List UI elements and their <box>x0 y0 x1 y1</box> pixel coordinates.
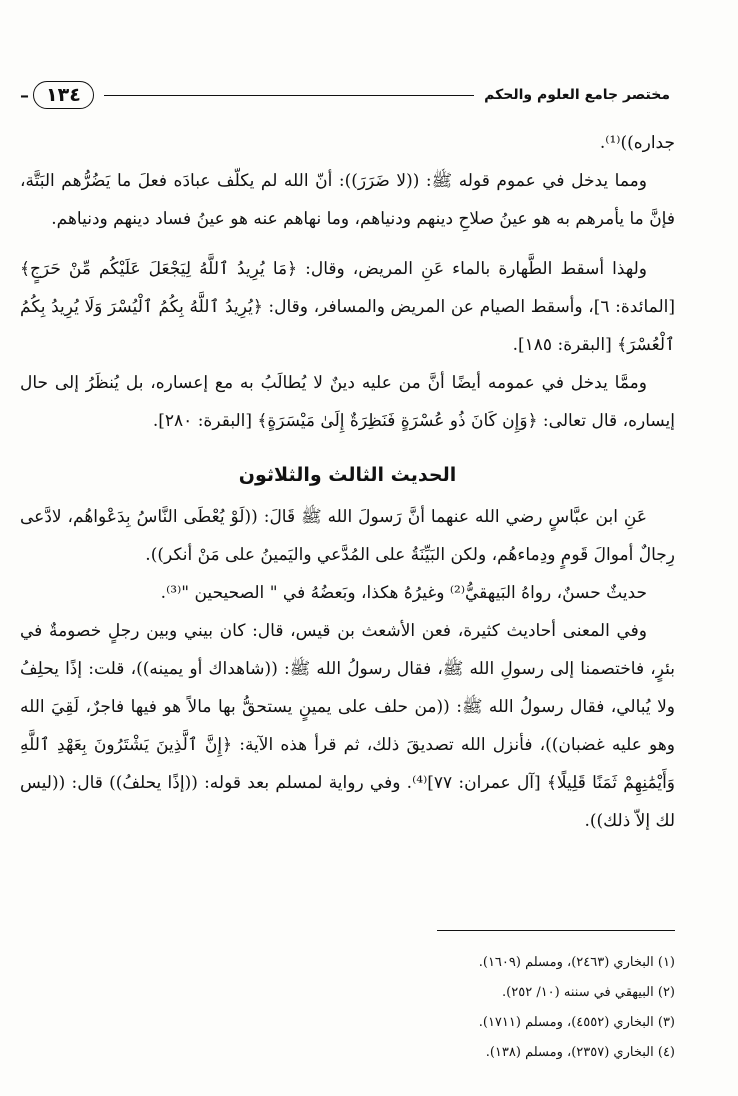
book-title: مختصر جامع العلوم والحكم <box>484 87 670 103</box>
footnote-rule <box>437 930 675 931</box>
page-number: ١٣٤ <box>33 81 94 109</box>
footnote-item: (١) البخاري (٢٤٦٣)، ومسلم (١٦٠٩). <box>478 955 675 970</box>
footnote-item: (٤) البخاري (٢٣٥٧)، ومسلم (١٣٨). <box>485 1045 675 1060</box>
paragraph-commentary: وفي المعنى أحاديث كثيرة، فعن الأشعث بن قيس، قال: كان بيني وبين رجلٍ خصومةٌ في بئرٍ، فاختصمنا إلى رسولِ الله ﷺ، فقال رسولُ الله ﷺ: ((شاهداك أو يمينه))، قلت: إذًا يحلِفُ ولا يُبالي، فقال رسولُ الله ﷺ: ((من حلف على يمينٍ يستحقُّ بها مالاً هو فيها فاجرٌ، لَقِيَ الله وهو عليه غضبان))، فأنزل الله تصديقَ ذلك، ثم قرأ هذه الآية: ﴿إِنَّ ٱلَّذِينَ يَشْتَرُونَ بِعَهْدِ ٱللَّهِ وَأَيْمَٰنِهِمْ ثَمَنًا قَلِيلًا﴾ [آل عمران: ٧٧]⁽⁴⁾. وفي رواية لمسلم بعد قوله: ((إذًا يحلفُ)) قال: ((ليس لك إلاّ ذلك)). <box>20 621 675 831</box>
footnote-item: (٢) البيهقي في سننه (١٠/ ٢٥٢). <box>502 985 675 1000</box>
footnote-item: (٣) البخاري (٤٥٥٢)، ومسلم (١٧١١). <box>478 1015 675 1030</box>
running-header <box>20 80 670 110</box>
header-rule <box>104 95 474 96</box>
page-number-group <box>20 81 94 109</box>
paragraph-debt: وممَّا يدخل في عمومه أيضًا أنَّ من عليه دينٌ لا يُطالَبُ به مع إعساره، بل يُنظَرُ إلى حال إيساره، قال تعالى: ﴿وَإِن كَانَ ذُو عُسْرَةٍ فَنَظِرَةٌ إِلَىٰ مَيْسَرَةٍ﴾ [البقرة: ٢٨٠]. <box>20 373 675 431</box>
footnotes <box>275 948 675 1068</box>
paragraph-no-harm: ومما يدخل في عموم قوله ﷺ: ((لا ضَرَرَ)): أنّ الله لم يكلّف عبادَه فعلَ ما يَضُرُّهم البَتَّة، فإنَّ ما يأمرهم به هو عينُ صلاحِ دينهم ودنياهم، وما نهاهم عنه هو عينُ فساد دينهم ودنياهم. <box>20 171 675 229</box>
paragraph-continuation: جداره))⁽¹⁾. <box>599 133 675 153</box>
paragraph-purification: ولهذا أسقط الطَّهارة بالماء عَنِ المريض، وقال: ﴿مَا يُرِيدُ ٱللَّهُ لِيَجْعَلَ عَلَيْكُم مِّنْ حَرَجٍ﴾ [المائدة: ٦]، وأسقط الصيام عن المريض والمسافر، وقال: ﴿يُرِيدُ ٱللَّهُ بِكُمُ ٱلْيُسْرَ وَلَا يُرِيدُ بِكُمُ ٱلْعُسْرَ﴾ [البقرة: ١٨٥]. <box>20 259 675 355</box>
header-dash: – <box>20 84 29 106</box>
hadith-text: عَنِ ابن عبَّاسٍ رضي الله عنهما أنَّ رَسولَ الله ﷺ قَالَ: ((لَوْ يُعْطَى النَّاسُ بِدَعْواهُم، لادَّعى رِجالٌ أموالَ قَومٍ ودِماءهُم، ولكن البَيِّنَةُ على المُدَّعي واليَمينُ على مَنْ أنكر)). <box>20 507 675 565</box>
hadith-grading: حديثٌ حسنٌ، رواهُ البَيهقيُّ⁽²⁾ وغيرُهُ هكذا، وبَعضُهُ في " الصحيحين "⁽³⁾. <box>160 583 647 603</box>
main-text <box>20 124 675 840</box>
section-heading: الحديث الثالث والثلاثون <box>238 464 457 486</box>
